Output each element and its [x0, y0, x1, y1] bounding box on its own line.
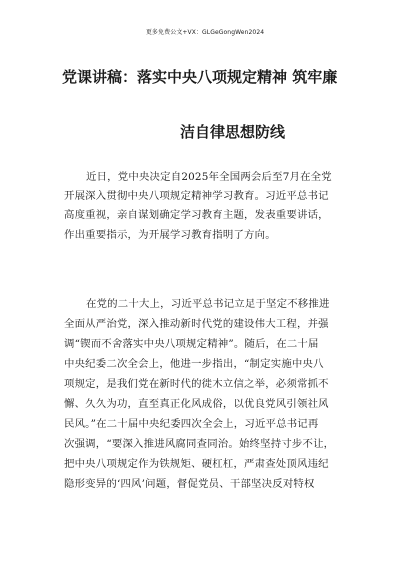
paragraph-line: 项规定，是我们党在新时代的徙木立信之举，必须常抓不 [64, 378, 329, 390]
paragraph-line: 懈、久久为功，直至真正化风成俗，以优良党风引领社风 [64, 398, 329, 410]
header-note: 更多免费公文+VX：GLGeGongWen2024 [145, 29, 265, 36]
document-title-line-1: 党课讲稿：落实中央八项规定精神 筑牢廉 [62, 68, 338, 86]
paragraph-line: 开展深入贯彻中央八项规定精神学习教育。习近平总书记 [64, 190, 329, 202]
paragraph-line: 民风。”在二十届中央纪委四次全会上，习近平总书记再 [64, 418, 319, 430]
paragraph-line: 隐形变异的‘四风’问题，督促党员、干部坚决反对特权 [64, 478, 315, 490]
paragraph-line: 中央纪委二次全会上，他进一步指出，“制定实施中央八 [64, 358, 324, 370]
paragraph-line: 在党的二十大上，习近平总书记立足于坚定不移推进 [86, 298, 330, 310]
paragraph-line: 近日，党中央决定自2025年全国两会后至7月在全党 [86, 171, 332, 183]
paragraph-line: 次强调，“要深入推进风腐同查同治。始终坚持寸步不让， [64, 438, 335, 450]
document-title-line-2: 洁自律思想防线 [180, 123, 286, 141]
paragraph-line: 高度重视，亲自谋划确定学习教育主题，发表重要讲话， [64, 209, 329, 221]
paragraph-line: 作出重要指示，为开展学习教育指明了方向。 [64, 229, 276, 241]
paragraph-line: 全面从严治党，深入推动新时代党的建设伟大工程，并强 [64, 318, 329, 330]
paragraph-line: 把中央八项规定作为铁规矩、硬杠杠，严肃查处顶风违纪 [64, 458, 329, 470]
paragraph-line: 调“锲而不舍落实中央八项规定精神”。随后，在二十届 [64, 338, 319, 350]
